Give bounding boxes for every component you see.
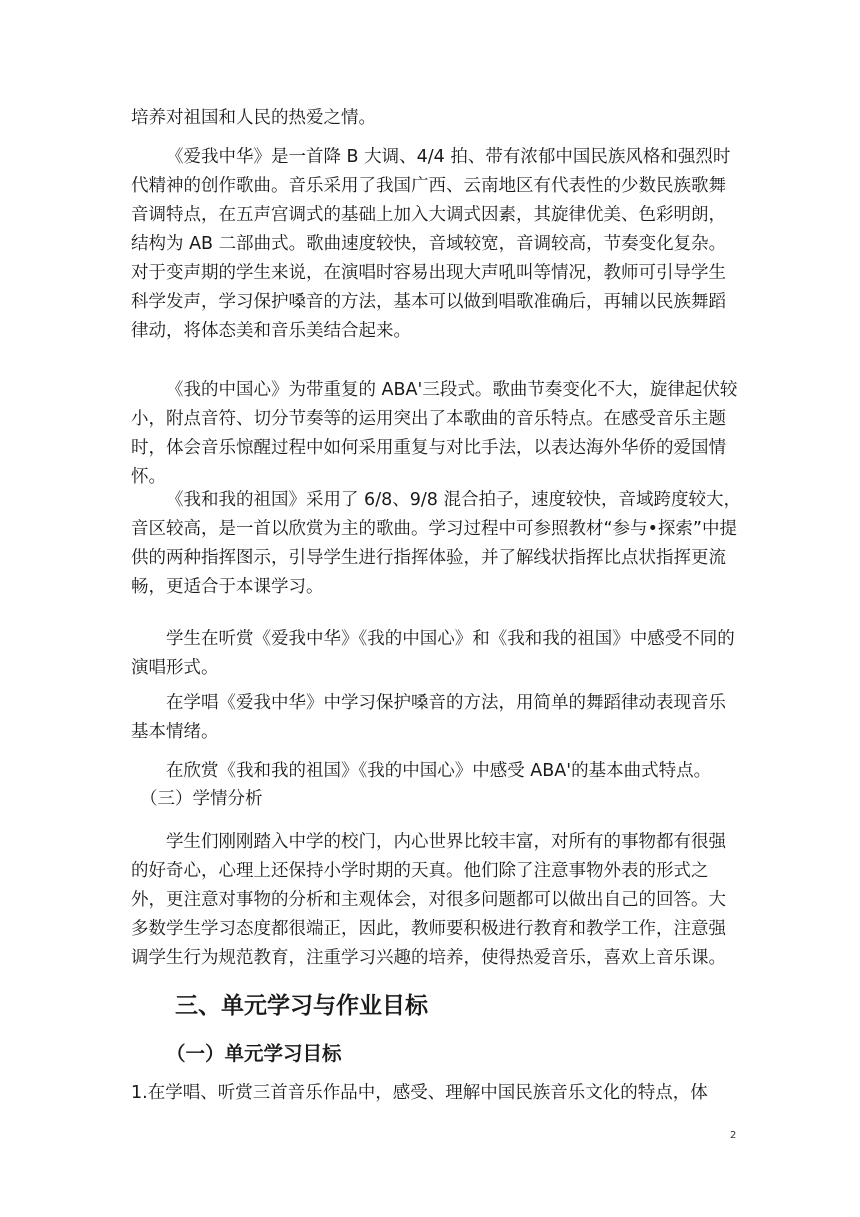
paragraph-listening-goal: 学生在听赏《爱我中华》《我的中国心》和《我和我的祖国》中感受不同的演唱形式。 xyxy=(131,629,735,678)
paragraph-continuation: 培养对祖国和人民的热爱之情。 xyxy=(131,108,376,128)
paragraph-singing-goal: 在学唱《爱我中华》中学习保护嗓音的方法，用简单的舞蹈律动表现音乐基本情绪。 xyxy=(131,693,726,742)
subsection-heading-learning-goals: （一）单元学习目标 xyxy=(166,1042,342,1065)
paragraph-wo-he-wo-de-zu-guo: 《我和我的祖国》采用了 6/8、9/8 混合拍子，速度较快，音域跨度较大，音区较高，是一首以欣赏为主的歌曲。学习过程中可参照教材“参与•探索”中提供的两种指挥图示，引导学生进行指挥体验，并了解线状指挥比点状指挥更流畅，更适合于本课学习。 xyxy=(131,490,741,597)
section-heading-unit-goals: 三、单元学习与作业目标 xyxy=(175,993,428,1019)
paragraph-form-goal: 在欣赏《我和我的祖国》《我的中国心》中感受 ABA'的基本曲式特点。 xyxy=(166,761,712,781)
subsection-heading-student-analysis: （三）学情分析 xyxy=(140,789,263,809)
paragraph-student-analysis: 学生们刚刚踏入中学的校门，内心世界比较丰富，对所有的事物都有很强的好奇心，心理上还保持小学时期的天真。他们除了注意事物外表的形式之外，更注意对事物的分析和主观体会，对很多问题都可以做出自己的回答。大多数学生学习态度都很端正，因此，教师要积极进行教育和教学工作，注意强调学生行为规范教育，注重学习兴趣的培养，使得热爱音乐，喜欢上音乐课。 xyxy=(131,832,726,968)
paragraph-wo-de-zhong-guo-xin: 《我的中国心》为带重复的 ABA'三段式。歌曲节奏变化不大，旋律起伏较小，附点音符、切分节奏等的运用突出了本歌曲的音乐特点。在感受音乐主题时，体会音乐惊醒过程中如何采用重复与对比手法，以表达海外华侨的爱国情怀。 xyxy=(131,380,738,487)
paragraph-ai-wo-zhong-hua: 《爱我中华》是一首降 B 大调、4/4 拍、带有浓郁中国民族风格和强烈时代精神的创作歌曲。音乐采用了我国广西、云南地区有代表性的少数民族歌舞音调特点，在五声宫调式的基础上加入大调式因素，其旋律优美、色彩明朗，结构为 AB 二部曲式。歌曲速度较快，音域较宽，音调较高，节奏变化复杂。对于变声期的学生来说，在演唱时容易出现大声吼叫等情况，教师可引导学生科学发声，学习保护嗓音的方法，基本可以做到唱歌准确后，再辅以民族舞蹈律动，将体态美和音乐美结合起来。 xyxy=(131,147,731,341)
page-number: 2 xyxy=(730,1130,737,1141)
paragraph-goal-1: 1.在学唱、听赏三首音乐作品中，感受、理解中国民族音乐文化的特点，体 xyxy=(131,1083,708,1103)
